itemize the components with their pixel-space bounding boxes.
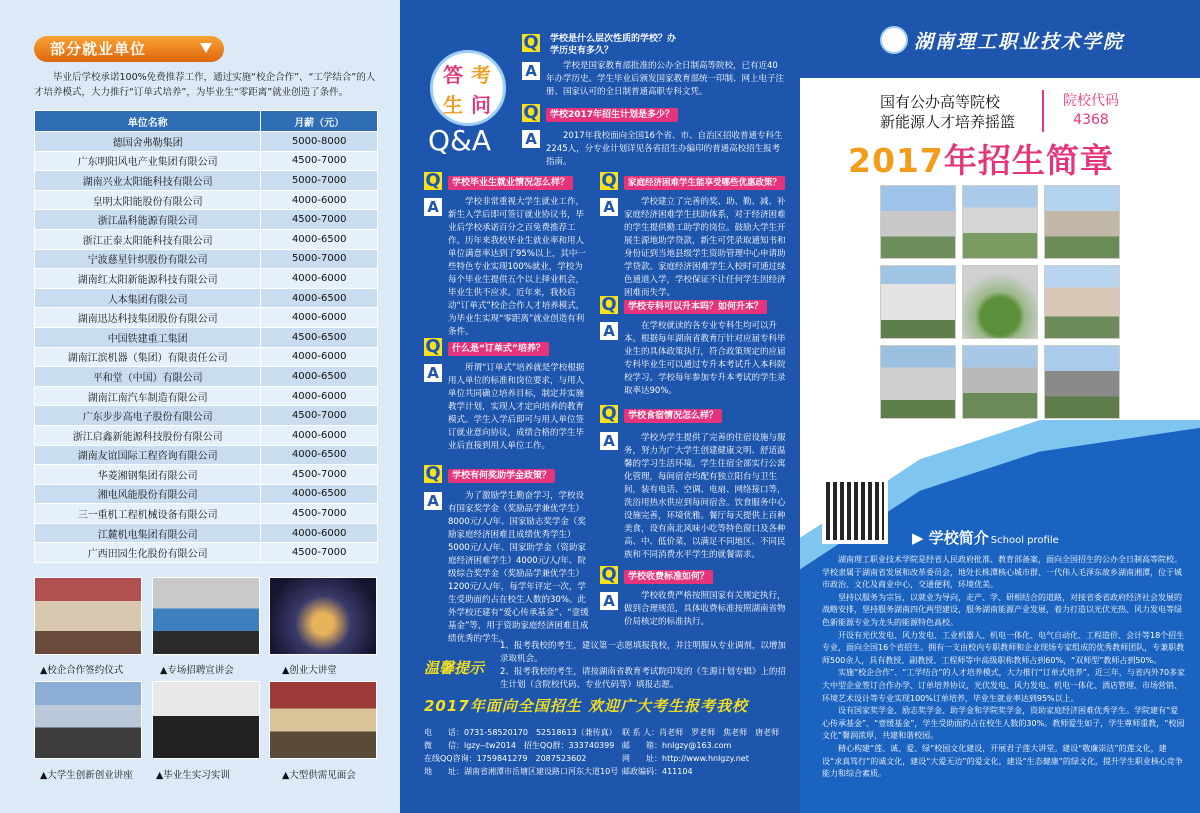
employer-salary: 4500-7000 bbox=[261, 210, 378, 230]
campus-photo bbox=[1044, 185, 1120, 259]
slogan-line-1: 国有公办高等院校 bbox=[880, 93, 1001, 111]
photo-recruit bbox=[152, 577, 260, 655]
a-icon: A bbox=[600, 198, 618, 216]
employer-name: 平和堂（中国）有限公司 bbox=[35, 367, 261, 387]
employer-name: 中国铁建重工集团 bbox=[35, 327, 261, 347]
answer-9: 学校收费严格按照国家有关规定执行，做到合理规范，具体收费标准按照湖南省物价局核定的标准执行。 bbox=[624, 591, 786, 627]
a-icon: A bbox=[600, 592, 618, 610]
employer-salary: 4000-6500 bbox=[261, 288, 378, 308]
employer-name: 湘电风能股份有限公司 bbox=[35, 484, 261, 504]
a-icon: A bbox=[424, 364, 442, 382]
campus-photo bbox=[962, 345, 1038, 419]
employer-table bbox=[34, 110, 378, 563]
school-emblem-icon bbox=[880, 26, 908, 54]
question-4: 家庭经济困难学生能享受哪些优惠政策？ bbox=[624, 176, 785, 190]
school-code-box bbox=[1042, 90, 1138, 132]
question-7: 学校食宿情况怎么样？ bbox=[624, 409, 722, 423]
answer-4: 学校建立了完善的奖、助、勤、减、补家庭经济困难学生扶助体系，对于经济困难的学生提供勤工助学的岗位。鼓励大学生开展生源地助学贷款，新生可凭录取通知书和身份证到当地县级学生资助管理中心申请助学贷款。家庭经济困难学生入校时可通过绿色通道入学，学校保证不让任何学生因经济困难而失学。 bbox=[624, 197, 786, 298]
answer-3: 学校非常重视大学生就业工作，新生入学后即可签订就业协议书，毕业后学校承诺百分之百免费推荐工作。历年来我校毕业生就业率和用人单位满意率达到了95%以上，其中一些特色专业实现100%就业，学校为每个毕业生提供五个以上择业机会，毕业生供不应求。近年来，我校启动“订单式”校企合作人才培养模式，为毕业生实现“零距离”就业创造有利条件。 bbox=[448, 197, 586, 337]
employer-salary: 4000-6000 bbox=[261, 386, 378, 406]
campus-photo bbox=[880, 345, 956, 419]
table-row bbox=[35, 269, 378, 289]
campus-photo bbox=[1044, 265, 1120, 339]
campus-photo bbox=[880, 185, 956, 259]
profile-paragraph: 精心构建“莲、诚、爱、绿”校园文化建设，开展君子莲大讲堂。建设“敬廉崇洁”的莲文化，建设“求真笃行”的诚文化，建设“大爱无边”的爱文化，建设“生态健康”的绿文化，提升学生职业核心竞争能力和综合素质。 bbox=[822, 743, 1183, 779]
employer-name: 德国舍弗勒集团 bbox=[35, 132, 261, 152]
a-icon: A bbox=[522, 130, 540, 148]
profile-title: ▶ 学校简介 School profile bbox=[912, 529, 1059, 547]
chevron-down-icon bbox=[200, 43, 212, 53]
answer-2: 2017年我校面向全国16个省、市、自治区招收普通专科生2245人，分专业计划详见各省招生办编印的普通高校招生报考指南。 bbox=[546, 131, 783, 167]
brochure-title bbox=[848, 135, 1114, 182]
school-name: 湖南理工职业技术学院 bbox=[914, 31, 1125, 53]
table-row bbox=[35, 386, 378, 406]
answer-6: 所谓“订单式”培养就是学校根据用人单位的标准和岗位要求，与用人单位共同确立培养目标，制定并实施教学计划，实现人才定向培养的教育模式。学生入学后即可与用人单位签订就业意向协议，成绩合格的学生毕业后直接到用人单位工作。 bbox=[448, 363, 585, 451]
contact-qq: 在线QQ咨询：1759841279 2087523602 bbox=[424, 754, 587, 763]
qa-logo bbox=[430, 50, 506, 126]
table-row bbox=[35, 308, 378, 328]
question-1: 学校是什么层次性质的学校？办学历史有多久？ bbox=[550, 34, 677, 56]
school-code: 4368 bbox=[1073, 112, 1109, 128]
title-year: 2017 bbox=[848, 141, 944, 180]
q-icon: Q bbox=[601, 294, 617, 315]
tips-title: 温馨提示 bbox=[424, 659, 485, 677]
employer-salary: 4000-6000 bbox=[261, 190, 378, 210]
employer-name: 宁波慈星针织股份有限公司 bbox=[35, 249, 261, 269]
school-code-label: 院校代码 bbox=[1063, 93, 1119, 109]
employer-salary: 4000-6000 bbox=[261, 269, 378, 289]
question-8: 学校有何奖助学金政策？ bbox=[448, 469, 555, 483]
table-row bbox=[35, 210, 378, 230]
employer-name: 湖南兴业太阳能科技有限公司 bbox=[35, 171, 261, 191]
profile-paragraph: 坚持以服务为宗旨，以就业为导向，走产、学、研相结合的道路，对接省委省政府经济社会发展的战略安排，坚持服务湖南四化两型建设，服务湖南能源产业发展，着力打造以光伏光热、风力发电等绿色新能源专业为龙头的能源特色高校。 bbox=[822, 592, 1182, 627]
q-icon: Q bbox=[601, 403, 617, 424]
employer-name: 湖南江滨机器（集团）有限责任公司 bbox=[35, 347, 261, 367]
profile-paragraph: 实施“校企合作”、“工学结合”的人才培养模式，大力推行“订单式培养”，近三年，与省内外70多家大中型企业签订合作办学、订单培养协议，光伏发电、风力发电、机电一体化、酒店管理、市场营销、环境艺术设计等专业实现100%订单培养，毕业生就业率达到95%以上。 bbox=[822, 668, 1186, 703]
employer-name: 湖南迅达科技集团股份有限公司 bbox=[35, 308, 261, 328]
answer-5: 在学校就读的各专业专科生均可以升本。根据每年湖南省教育厅针对应届专科毕业生的具体政策执行，符合政策规定的应届专科毕业生可以通过专升本考试升入本科院校学习。学校每年参加专升本考试的学生录取率达90%。 bbox=[624, 321, 786, 396]
caption-jobfair: ▲大型供需见面会 bbox=[282, 770, 356, 781]
table-row bbox=[35, 543, 378, 563]
logo-char: 答 bbox=[443, 63, 463, 87]
q-icon: Q bbox=[523, 102, 539, 123]
contact-person: 联 系 人：肖老师 罗老师 焦老师 唐老师 bbox=[622, 728, 780, 737]
photo-signing bbox=[34, 577, 142, 655]
profile-title-text: 学校简介 bbox=[928, 529, 989, 547]
employer-salary: 4500-7000 bbox=[261, 504, 378, 524]
employer-salary: 4000-6000 bbox=[261, 308, 378, 328]
employer-name: 广东步步高电子股份有限公司 bbox=[35, 406, 261, 426]
caption-lecture: ▲创业大讲堂 bbox=[282, 665, 337, 676]
employer-name: 浙江启鑫新能源科技股份有限公司 bbox=[35, 425, 261, 445]
table-row bbox=[35, 465, 378, 485]
question-5: 学校专科可以升本吗？如何升本？ bbox=[624, 300, 767, 314]
employer-name: 广西田园生化股份有限公司 bbox=[35, 543, 261, 563]
q-icon: Q bbox=[425, 463, 441, 484]
contact-phone: 电 话：0731-58520170 52518613（兼传真） bbox=[424, 728, 617, 737]
title-text: 年招生简章 bbox=[943, 141, 1114, 180]
employer-salary: 5000-8000 bbox=[261, 132, 378, 152]
table-header-salary: 月薪（元） bbox=[261, 111, 378, 132]
employer-name: 三一重机工程机械设备有限公司 bbox=[35, 504, 261, 524]
employer-salary: 4000-6500 bbox=[261, 367, 378, 387]
employer-salary: 4000-6500 bbox=[261, 445, 378, 465]
employer-name: 浙江正泰太阳能科技有限公司 bbox=[35, 229, 261, 249]
employer-name: 湖南江南汽车制造有限公司 bbox=[35, 386, 261, 406]
section-title-employers bbox=[34, 36, 224, 62]
table-row bbox=[35, 132, 378, 152]
table-row bbox=[35, 347, 378, 367]
contact-zip: 邮政编码：411104 bbox=[622, 767, 693, 776]
photo-internship bbox=[152, 681, 260, 759]
tip-2: 2、报考我校的考生，请按湖南省教育考试院印发的《生源计划专辑》上的招生计划（含院校代码、专业代码等）填报志愿。 bbox=[500, 667, 786, 690]
slogan-line-2: 新能源人才培养摇篮 bbox=[880, 113, 1016, 131]
table-header-name: 单位名称 bbox=[35, 111, 261, 132]
contact-wechat: 微 信：lgzy--tw2014 招生QQ群：333740399 bbox=[424, 741, 615, 750]
table-row bbox=[35, 229, 378, 249]
table-row bbox=[35, 445, 378, 465]
qr-code-icon bbox=[822, 478, 888, 544]
table-row bbox=[35, 190, 378, 210]
employer-salary: 4500-7000 bbox=[261, 543, 378, 563]
contact-web: 网 址：http://www.hnlgzy.net bbox=[622, 754, 749, 763]
employers-intro: 毕业后学校承诺100%免费推荐工作，通过实施“校企合作”、“工学结合”的人才培养模式，大力推行“订单式培养”，为毕业生“零距离”就业创造了条件。 bbox=[34, 72, 376, 98]
a-icon: A bbox=[424, 198, 442, 216]
caption-innovation: ▲大学生创新创业讲座 bbox=[40, 770, 133, 781]
question-6: 什么是“订单式”培养？ bbox=[448, 342, 549, 356]
question-9: 学校收费标准如何？ bbox=[624, 570, 713, 584]
photo-jobfair bbox=[269, 681, 377, 759]
table-row bbox=[35, 327, 378, 347]
employer-salary: 5000-7000 bbox=[261, 249, 378, 269]
answer-1: 学校是国家教育部批准的公办全日制高等院校，已有近40年办学历史。学生毕业后颁发国家教育部统一印制、网上电子注册、国家认可的全日制普通高职专科文凭。 bbox=[546, 61, 785, 97]
a-icon: A bbox=[600, 322, 618, 340]
question-3: 学校毕业生就业情况怎么样？ bbox=[448, 176, 573, 190]
employer-salary: 4500-7000 bbox=[261, 151, 378, 171]
photo-lecture bbox=[269, 577, 377, 655]
employer-salary: 4000-6500 bbox=[261, 484, 378, 504]
employer-name: 江麓机电集团有限公司 bbox=[35, 523, 261, 543]
section-title-text: 部分就业单位 bbox=[50, 40, 147, 58]
table-row bbox=[35, 288, 378, 308]
q-icon: Q bbox=[523, 32, 539, 53]
employer-salary: 4500-7000 bbox=[261, 465, 378, 485]
contact-email: 邮 箱：hnlgzy@163.com bbox=[622, 741, 732, 750]
slogan bbox=[880, 92, 1015, 132]
a-icon: A bbox=[424, 492, 442, 510]
profile-text bbox=[822, 554, 1186, 781]
answer-7: 学校为学生提供了完善的住宿设施与服务，努力为广大学生创建健康文明、舒适温馨的学习生活环境。学生住宿全部实行公寓化管理，每间宿舍均配有独立阳台与卫生间，装有电话、空调、电扇、网络接口等，洗浴用热水供应到每间宿舍。饮食服务中心设施完善，环境优雅。餐厅每天提供上百种美食，设有南北风味小吃等特色窗口及各种高、中、低价菜，以满足不同地区、不同民族和不同消费水平学生的就餐需求。 bbox=[624, 433, 786, 560]
employer-salary: 4500-6500 bbox=[261, 327, 378, 347]
table-row bbox=[35, 171, 378, 191]
table-row bbox=[35, 367, 378, 387]
q-icon: Q bbox=[601, 564, 617, 585]
employer-name: 人本集团有限公司 bbox=[35, 288, 261, 308]
question-2: 学校2017年招生计划是多少？ bbox=[546, 108, 678, 122]
profile-paragraph: 设有国家奖学金、励志奖学金、助学金和学院奖学金，资助家庭经济困难优秀学生。学院建有“爱心传承基金”、“壹缓基金”，学生受助面约占在校生人数的30%。教师爱生如子，学生尊师重教，“校园文化”馨润浓厚，共建和谐校园。 bbox=[822, 706, 1185, 741]
q-icon: Q bbox=[601, 170, 617, 191]
table-row bbox=[35, 523, 378, 543]
employer-salary: 4000-6000 bbox=[261, 347, 378, 367]
caption-internship: ▲毕业生实习实训 bbox=[156, 770, 230, 781]
contact-address: 地 址：湖南省湘潭市岳塘区建设路口河东大道10号 bbox=[424, 767, 619, 776]
campus-photo bbox=[1044, 345, 1120, 419]
answer-8: 为了激励学生勤奋学习，学校设有国家奖学金（奖励品学兼优学生）8000元/人/年、国家励志奖学金（奖励家庭经济困难且成绩优秀学生）5000元/人/年、国家助学金（资助家庭经济困难学生）4000元/人/年、院级综合奖学金（奖励品学兼优学生）1200元/人/年，每学年评定一次，学生受助面约占在校生人数的30%。此外学校还建有“爱心传承基金”、“壹缓基金”等，用于资助家庭经济困难且成绩优秀的学生。 bbox=[448, 491, 589, 644]
table-row bbox=[35, 249, 378, 269]
profile-paragraph: 湖南理工职业技术学院是经省人民政府批准、教育部备案，面向全国招生的公办全日制高等院校。学校隶属于湖南省发展和改革委员会，地处长株潭核心城市群、一代伟人毛泽东故乡湖南湘潭，位于城市政治、文化及商业中心，交通便利，环境优美。 bbox=[822, 555, 1182, 590]
photo-innovation bbox=[34, 681, 142, 759]
campus-photo bbox=[962, 265, 1038, 339]
tips bbox=[500, 640, 790, 692]
employer-name: 湖南红太阳新能源科技有限公司 bbox=[35, 269, 261, 289]
q-icon: Q bbox=[425, 336, 441, 357]
table-row bbox=[35, 425, 378, 445]
campus-photo bbox=[880, 265, 956, 339]
employer-salary: 4000-6000 bbox=[261, 523, 378, 543]
employer-name: 华菱湘钢集团有限公司 bbox=[35, 465, 261, 485]
caption-signing: ▲校企合作签约仪式 bbox=[40, 665, 124, 676]
table-row bbox=[35, 504, 378, 524]
table-row bbox=[35, 406, 378, 426]
employer-salary: 4000-6500 bbox=[261, 229, 378, 249]
profile-paragraph: 开设有光伏发电、风力发电、工业机器人、机电一体化、电气自动化、工程造价、会计等18个招生专业，面向全国16个省招生。拥有一支由校内专职教师和企业现场专家组成的优秀教师团队，专兼职教师500余人，具有教授、副教授、工程师等中高级职称教师占到60%，“双师型”教师占到50%。 bbox=[822, 630, 1185, 665]
qa-english-title: Q&A bbox=[428, 124, 492, 157]
employer-salary: 4000-6000 bbox=[261, 425, 378, 445]
employer-salary: 4500-7000 bbox=[261, 406, 378, 426]
a-icon: A bbox=[600, 432, 618, 450]
employer-name: 皇明太阳能股份有限公司 bbox=[35, 190, 261, 210]
tip-1: 1、报考我校的考生，建议第一志愿填报我校，并注明服从专业调剂，以增加录取机会。 bbox=[500, 641, 786, 664]
employer-salary: 5000-7000 bbox=[261, 171, 378, 191]
table-row bbox=[35, 484, 378, 504]
campus-photo bbox=[962, 185, 1038, 259]
caption-recruit: ▲专场招聘宣讲会 bbox=[160, 665, 234, 676]
table-row bbox=[35, 151, 378, 171]
enrollment-banner: 2017年面向全国招生 欢迎广大考生报考我校 bbox=[424, 697, 748, 715]
logo-char: 问 bbox=[471, 93, 491, 117]
employer-name: 湖南友谊国际工程咨询有限公司 bbox=[35, 445, 261, 465]
logo-char: 生 bbox=[443, 93, 463, 117]
q-icon: Q bbox=[425, 170, 441, 191]
logo-char: 考 bbox=[471, 63, 491, 87]
employer-name: 广东明阳风电产业集团有限公司 bbox=[35, 151, 261, 171]
profile-title-en: School profile bbox=[990, 535, 1059, 546]
a-icon: A bbox=[522, 62, 540, 80]
employer-name: 浙江晶科能源有限公司 bbox=[35, 210, 261, 230]
